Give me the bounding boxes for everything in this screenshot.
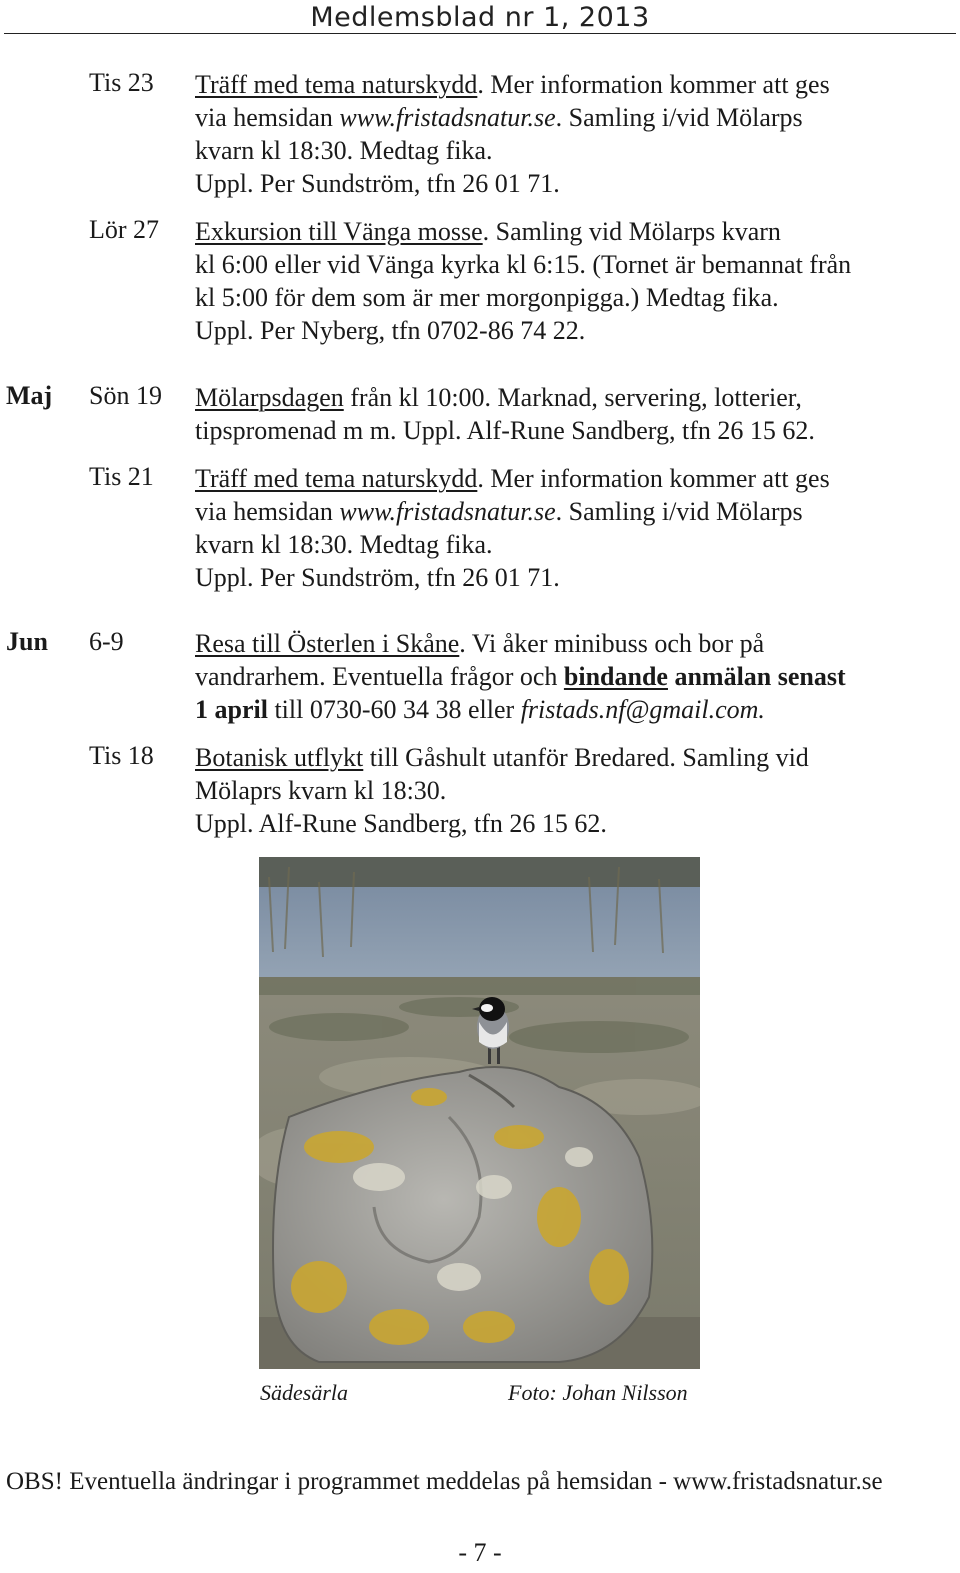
event-day: Sön 19	[89, 381, 162, 410]
event-entry: Träff med tema naturskydd. Mer information kommer att ges via hemsidan www.fristadsnatur.se. Samling i/vid Mölarps kvarn kl 18:30. Medtag fika. Uppl. Per Sundström, tfn 26 01 71.	[195, 70, 830, 198]
page-header	[0, 0, 960, 34]
event-title: Träff med tema naturskydd	[195, 464, 478, 493]
photo-caption-species: Sädesärla	[260, 1380, 348, 1405]
event-title: Exkursion till Vänga mosse	[195, 217, 483, 246]
event-day: Tis 23	[89, 68, 154, 97]
event-day: Tis 18	[89, 741, 154, 770]
event-title: Mölarpsdagen	[195, 383, 344, 412]
event-entry: Exkursion till Vänga mosse. Samling vid Mölarps kvarn kl 6:00 eller vid Vänga kyrka kl 6:15. (Tornet är bemannat från kl 5:00 för dem som är mer morgonpigga.) Medtag fika. Uppl. Per Nyberg, tfn 0702-86 74 22.	[195, 217, 852, 345]
photo-caption-credit: Foto: Johan Nilsson	[508, 1380, 688, 1405]
event-entry: Mölarpsdagen från kl 10:00. Marknad, servering, lotterier, tipspromenad m m. Uppl. Alf-Rune Sandberg, tfn 26 15 62.	[195, 383, 815, 445]
event-title: Botanisk utflykt	[195, 743, 364, 772]
month-label: Jun	[6, 627, 48, 656]
month-label: Maj	[6, 381, 53, 410]
header-rule	[4, 33, 956, 34]
page-number: - 7 -	[458, 1538, 502, 1567]
newsletter-title: Medlemsblad nr 1, 2013	[310, 2, 650, 33]
event-day: 6-9	[89, 627, 124, 656]
email-address: fristads.nf@gmail.com.	[520, 695, 765, 724]
notice-text: OBS! Eventuella ändringar i programmet meddelas på hemsidan - www.fristadsnatur.se	[6, 1468, 883, 1495]
event-title: Resa till Österlen i Skåne	[195, 629, 460, 658]
event-entry: Träff med tema naturskydd. Mer information kommer att ges via hemsidan www.fristadsnatur.se. Samling i/vid Mölarps kvarn kl 18:30. Medtag fika. Uppl. Per Sundström, tfn 26 01 71.	[195, 464, 830, 592]
bird-photo	[259, 857, 700, 1369]
event-day: Lör 27	[89, 215, 160, 244]
event-day: Tis 21	[89, 462, 154, 491]
event-entry: Botanisk utflykt till Gåshult utanför Bredared. Samling vid Mölaprs kvarn kl 18:30. Uppl. Alf-Rune Sandberg, tfn 26 15 62.	[195, 743, 809, 838]
event-title: Träff med tema naturskydd	[195, 70, 478, 99]
website-url: www.fristadsnatur.se	[339, 103, 556, 132]
event-entry: Resa till Österlen i Skåne. Vi åker minibuss och bor på vandrarhem. Eventuella frågor och bindande anmälan senast 1 april till 0730-60 34 38 eller fristads.nf@gmail.com.	[195, 629, 846, 724]
website-url: www.fristadsnatur.se	[339, 497, 556, 526]
